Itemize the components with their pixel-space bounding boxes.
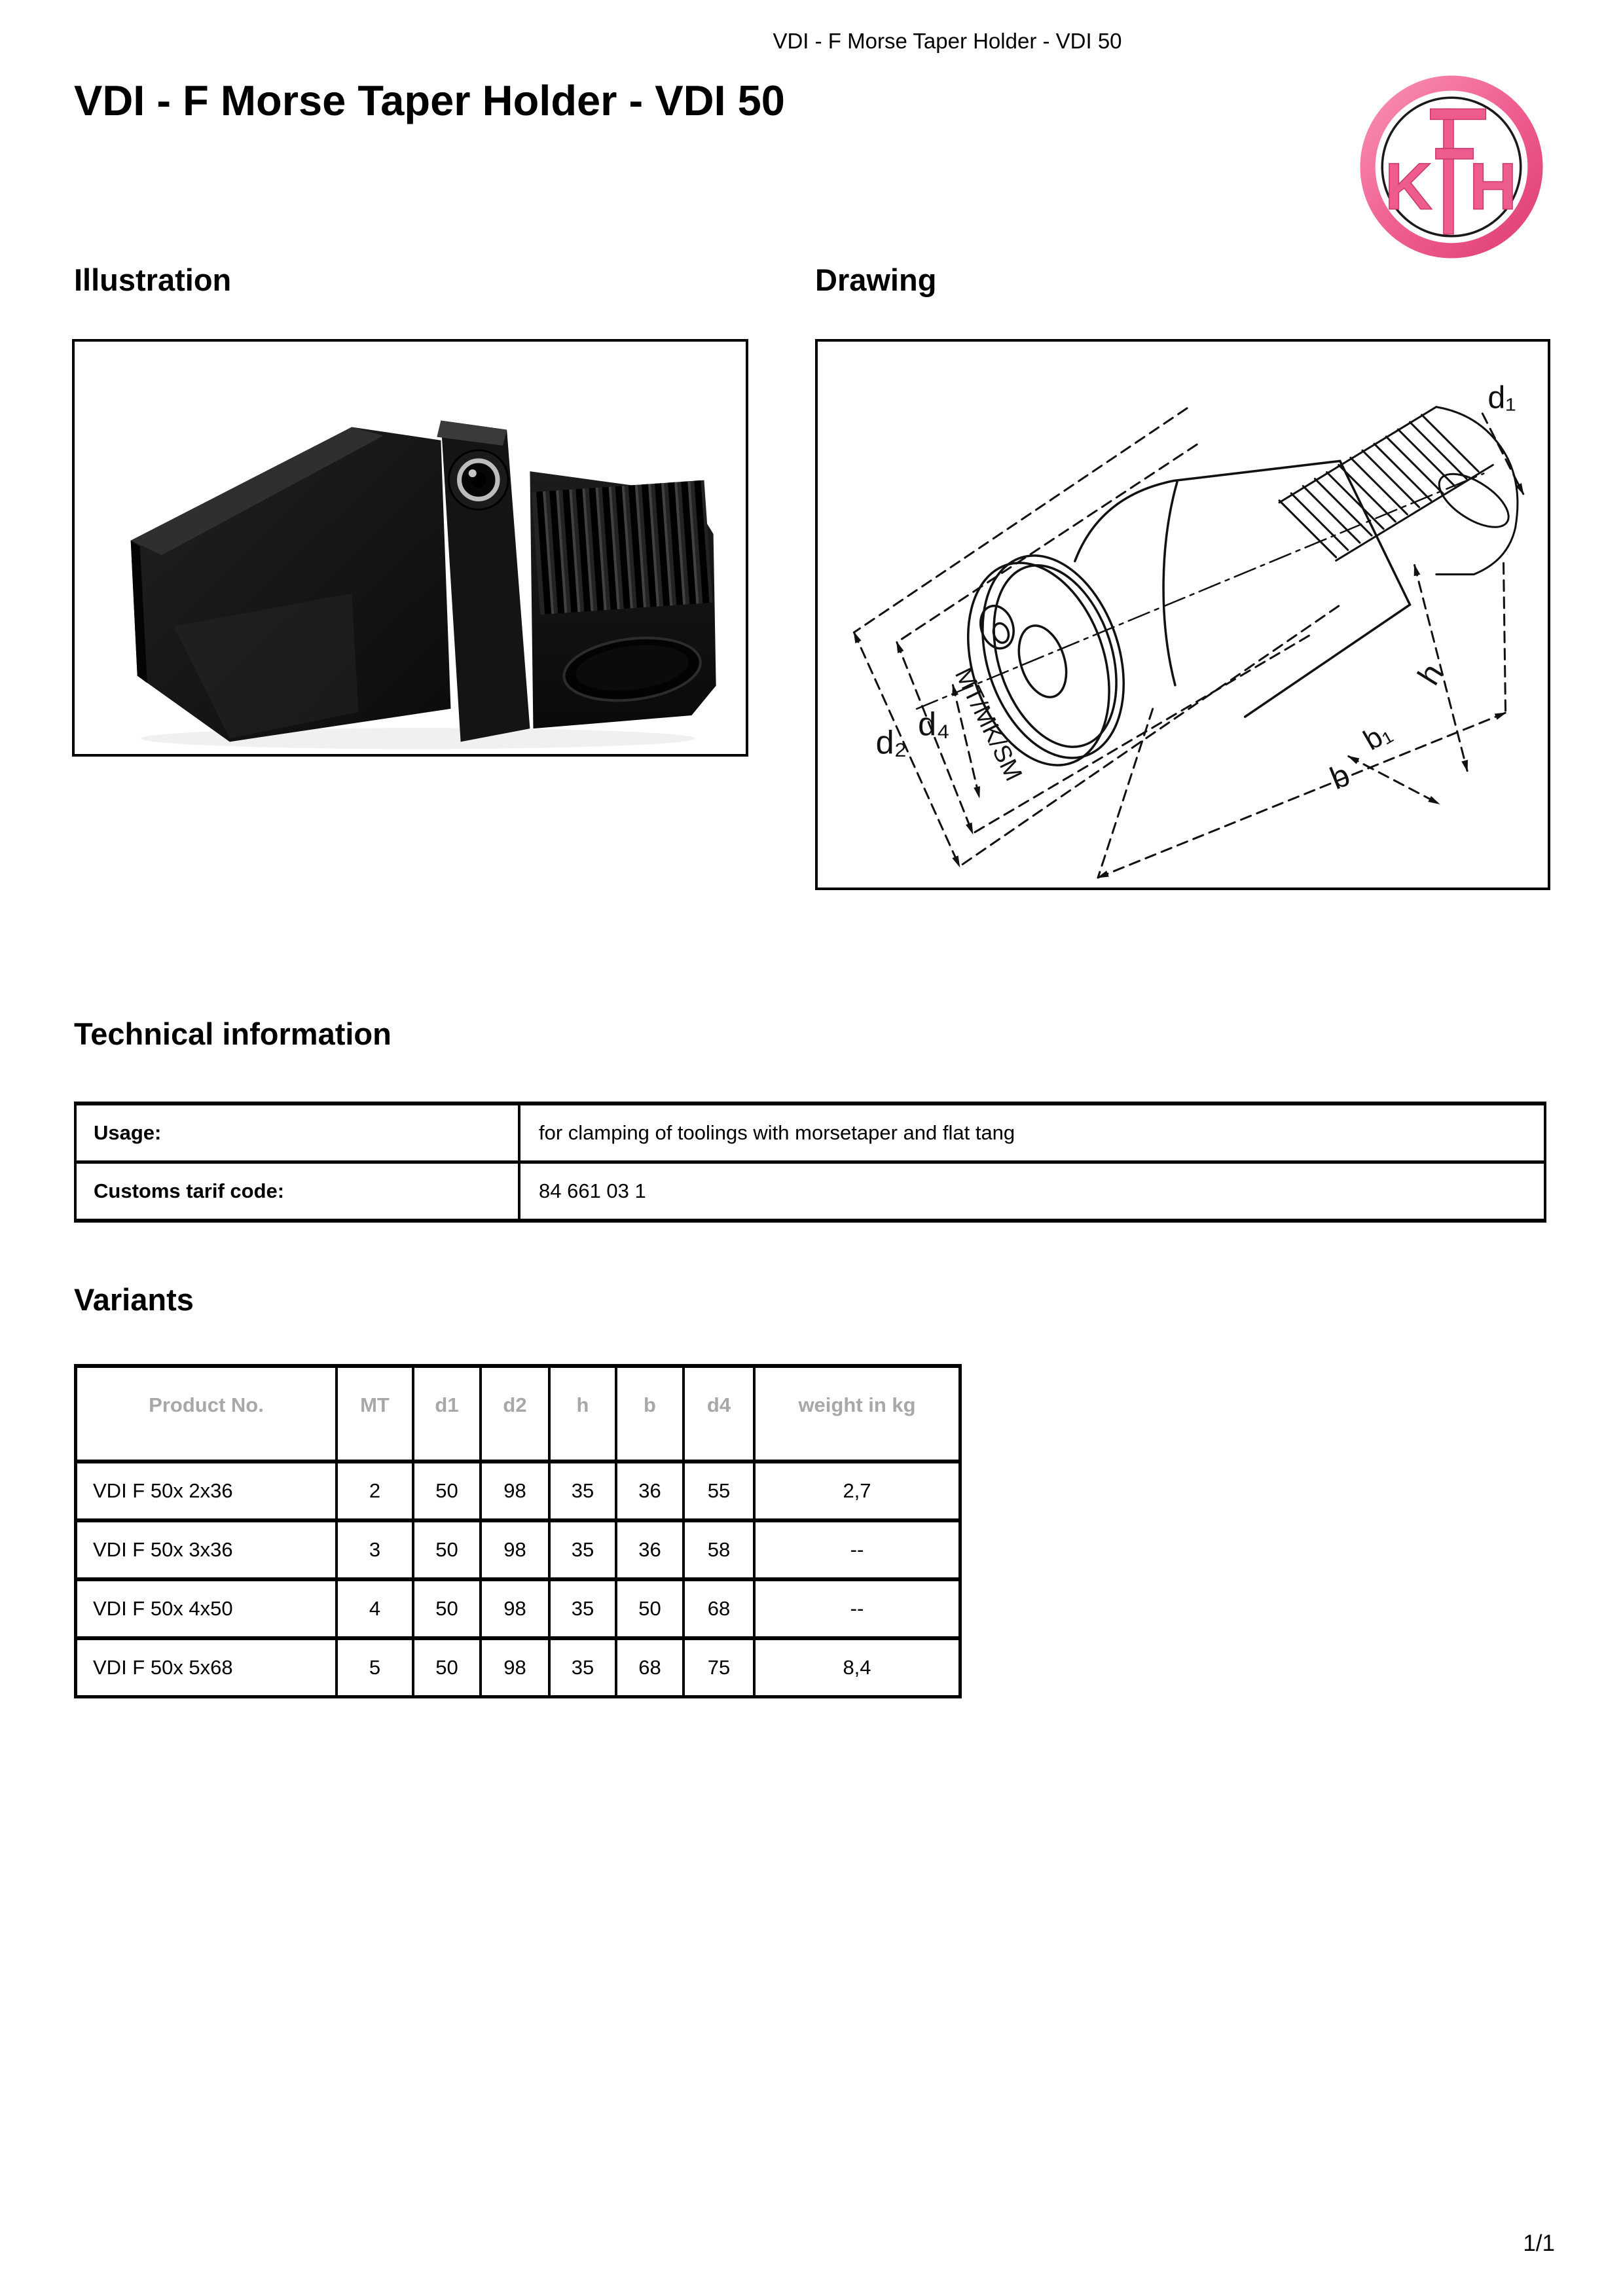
page-number: 1/1 — [1523, 2231, 1555, 2256]
table-cell: 50 — [615, 1581, 682, 1636]
tech-label-customs: Customs tarif code: — [77, 1164, 520, 1219]
table-cell: 35 — [548, 1640, 615, 1695]
drawing-label-d1: d₁ — [1487, 380, 1516, 416]
column-header: d1 — [412, 1368, 479, 1460]
table-cell: 35 — [548, 1581, 615, 1636]
table-row — [77, 1636, 958, 1695]
table-header-row — [77, 1368, 958, 1460]
table-cell: 58 — [682, 1522, 753, 1577]
drawing-label-d2: d₂ — [875, 723, 907, 761]
table-cell: 8,4 — [753, 1640, 958, 1695]
technical-drawing — [818, 342, 1548, 888]
table-row — [77, 1160, 1544, 1219]
table-cell: 35 — [548, 1522, 615, 1577]
illustration-heading: Illustration — [74, 262, 232, 297]
column-header: Product No. — [149, 1393, 264, 1416]
table-row — [77, 1105, 1544, 1160]
table-cell: 75 — [682, 1640, 753, 1695]
variants-table — [74, 1364, 962, 1698]
drawing-label-b1: b₁ — [1358, 715, 1397, 757]
logo-letter-k: K — [1385, 150, 1432, 224]
table-cell: 68 — [682, 1581, 753, 1636]
table-cell: 2 — [335, 1463, 412, 1518]
logo-letter-h: H — [1469, 150, 1517, 224]
product-no-cell: VDI F 50x 3x36 — [93, 1538, 233, 1561]
drawing-label-h: h — [1411, 657, 1451, 691]
table-cell: 98 — [479, 1463, 548, 1518]
running-header: VDI - F Morse Taper Holder - VDI 50 — [773, 29, 1122, 53]
table-cell: 5 — [335, 1640, 412, 1695]
table-cell: 2,7 — [753, 1463, 958, 1518]
table-row — [77, 1577, 958, 1636]
table-cell: 98 — [479, 1581, 548, 1636]
column-header: weight in kg — [753, 1368, 958, 1460]
product-no-cell: VDI F 50x 5x68 — [93, 1656, 233, 1679]
table-cell: 36 — [615, 1522, 682, 1577]
tech-label-usage: Usage: — [77, 1105, 520, 1160]
table-cell: 68 — [615, 1640, 682, 1695]
table-cell: 50 — [412, 1463, 479, 1518]
illustration-figure — [72, 339, 748, 757]
table-row — [77, 1518, 958, 1577]
table-cell: 3 — [335, 1522, 412, 1577]
table-cell: 50 — [412, 1581, 479, 1636]
table-cell: 98 — [479, 1522, 548, 1577]
tech-value-customs: 84 661 03 1 — [539, 1179, 646, 1202]
column-header: MT — [335, 1368, 412, 1460]
table-cell: 4 — [335, 1581, 412, 1636]
technical-table — [74, 1102, 1546, 1223]
column-header: h — [548, 1368, 615, 1460]
column-header: b — [615, 1368, 682, 1460]
column-header: d2 — [479, 1368, 548, 1460]
table-cell: 55 — [682, 1463, 753, 1518]
table-cell: 50 — [412, 1640, 479, 1695]
page-title: VDI - F Morse Taper Holder - VDI 50 — [74, 77, 785, 124]
table-cell: -- — [753, 1522, 958, 1577]
variants-heading: Variants — [74, 1282, 194, 1317]
tech-value-usage: for clamping of toolings with morsetaper and flat tang — [539, 1121, 1015, 1144]
drawing-figure — [815, 339, 1550, 890]
product-no-cell: VDI F 50x 4x50 — [93, 1597, 233, 1620]
drawing-label-taper: MT/MK/SM — [949, 663, 1029, 785]
table-cell: 98 — [479, 1640, 548, 1695]
drawing-label-d4: d₄ — [918, 705, 950, 743]
table-cell: -- — [753, 1581, 958, 1636]
technical-heading: Technical information — [74, 1016, 392, 1051]
product-photo — [75, 342, 746, 754]
table-cell: 36 — [615, 1463, 682, 1518]
column-header: d4 — [682, 1368, 753, 1460]
drawing-label-b: b — [1325, 757, 1355, 797]
product-no-cell: VDI F 50x 2x36 — [93, 1479, 233, 1502]
table-row — [77, 1460, 958, 1518]
kfh-logo — [1359, 75, 1544, 259]
table-cell: 35 — [548, 1463, 615, 1518]
drawing-heading: Drawing — [815, 262, 937, 297]
table-cell: 50 — [412, 1522, 479, 1577]
